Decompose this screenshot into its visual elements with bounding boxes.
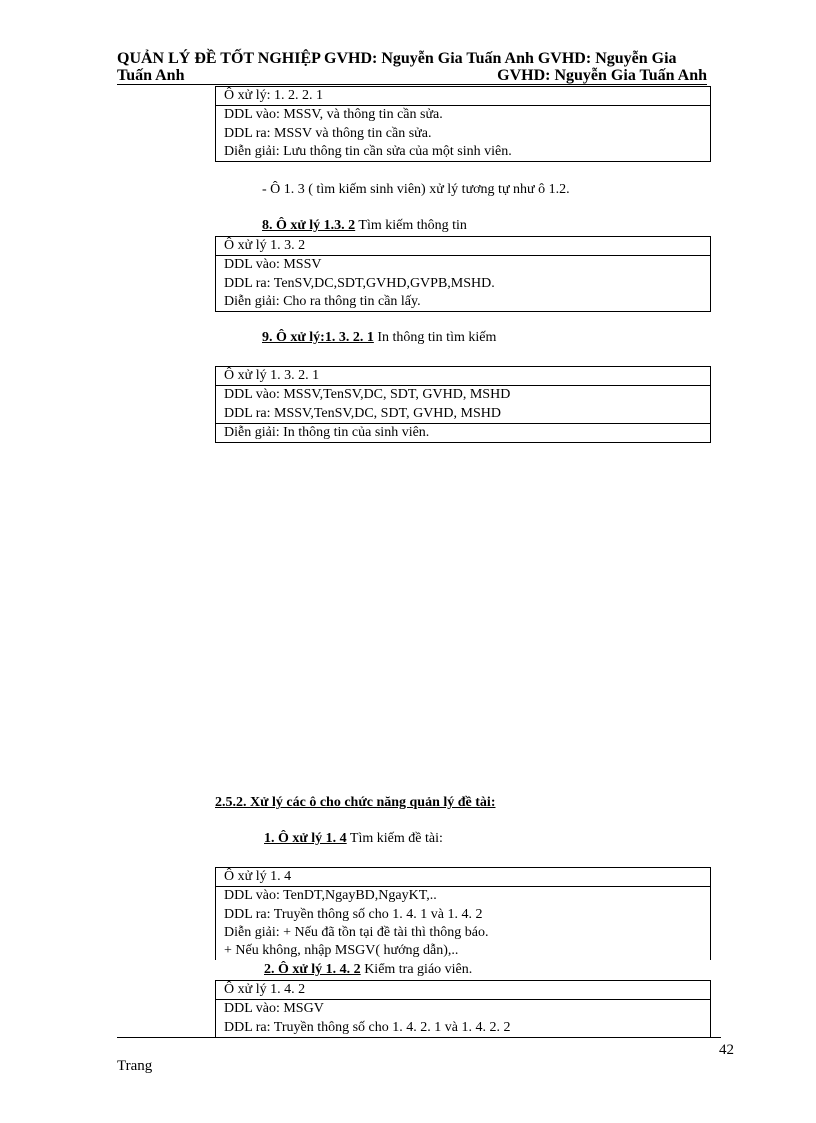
- process-box-1-4: [215, 867, 711, 960]
- section-9-heading: [262, 330, 496, 346]
- box-title: Ô xử lý 1. 4: [216, 868, 710, 887]
- footer-label: Trang: [117, 1058, 153, 1074]
- section-2-number: 2. Ô xử lý 1. 4. 2: [264, 962, 361, 977]
- section-1-text: Tìm kiếm đề tài:: [346, 831, 443, 846]
- box-output: DDL ra: Truyền thông số cho 1. 4. 2. 1 và 1. 4. 2. 2: [224, 1019, 511, 1035]
- box-description: Diễn giải: Cho ra thông tin cần lấy.: [224, 293, 421, 309]
- box-description: Diễn giải: Lưu thông tin cần sửa của một sinh viên.: [224, 143, 512, 159]
- box-title: Ô xử lý 1. 3. 2. 1: [216, 367, 710, 386]
- footer-divider: [117, 1037, 721, 1038]
- box-output: DDL ra: TenSV,DC,SDT,GVHD,GVPB,MSHD.: [224, 275, 495, 291]
- box-input: DDL vào: MSGV: [224, 1001, 324, 1017]
- box-description: Diễn giải: In thông tin của sinh viên.: [224, 424, 430, 440]
- section-8-number: 8. Ô xử lý 1.3. 2: [262, 218, 356, 233]
- page-header-line1: QUẢN LÝ ĐỀ TỐT NGHIỆP GVHD: Nguyễn Gia Tuấn Anh GVHD: Nguyễn Gia: [117, 50, 677, 67]
- process-box-1-2-2-1: [215, 86, 711, 162]
- process-box-1-4-2: [215, 980, 711, 1037]
- box-output: DDL ra: Truyền thông số cho 1. 4. 1 và 1. 4. 2: [224, 906, 483, 922]
- section-1-number: 1. Ô xử lý 1. 4: [264, 831, 347, 846]
- box-output: DDL ra: MSSV và thông tin cần sửa.: [224, 125, 432, 141]
- box-input: DDL vào: MSSV,TenSV,DC, SDT, GVHD, MSHD: [224, 387, 511, 403]
- box-title: Ô xử lý 1. 4. 2: [216, 981, 710, 1000]
- section-9-text: In thông tin tìm kiếm: [373, 330, 497, 345]
- header-left-text: Tuấn Anh: [117, 67, 185, 84]
- section-8-text: Tìm kiếm thông tin: [355, 218, 467, 233]
- section-2-text: Kiểm tra giáo viên.: [360, 962, 473, 977]
- box-description: Diễn giải: + Nếu đã tồn tại đề tài thì thông báo.: [224, 924, 489, 940]
- section-2-heading: [264, 962, 472, 978]
- note-paragraph: - Ô 1. 3 ( tìm kiếm sinh viên) xử lý tương tự như ô 1.2.: [262, 182, 570, 197]
- page-number: 42: [719, 1042, 734, 1058]
- box-output: DDL ra: MSSV,TenSV,DC, SDT, GVHD, MSHD: [216, 405, 710, 424]
- process-box-1-3-2: [215, 236, 711, 312]
- box-input: DDL vào: TenDT,NgayBD,NgayKT,..: [224, 888, 437, 904]
- box-description-cont: + Nếu không, nhập MSGV( hướng dẫn),..: [224, 943, 459, 959]
- box-title: Ô xử lý: 1. 2. 2. 1: [216, 87, 710, 106]
- process-box-1-3-2-1: [215, 366, 711, 443]
- section-2-5-2-heading: 2.5.2. Xử lý các ô cho chức năng quản lý đề tài:: [215, 795, 496, 810]
- box-input: DDL vào: MSSV: [224, 257, 322, 273]
- section-1-heading: [264, 831, 443, 847]
- box-input: DDL vào: MSSV, và thông tin cần sửa.: [224, 107, 443, 123]
- page-header-line2: [117, 67, 707, 85]
- section-9-number: 9. Ô xử lý:1. 3. 2. 1: [262, 330, 374, 345]
- header-right-text: GVHD: Nguyễn Gia Tuấn Anh: [497, 67, 707, 84]
- section-8-heading: [262, 218, 467, 234]
- box-title: Ô xử lý 1. 3. 2: [216, 237, 710, 256]
